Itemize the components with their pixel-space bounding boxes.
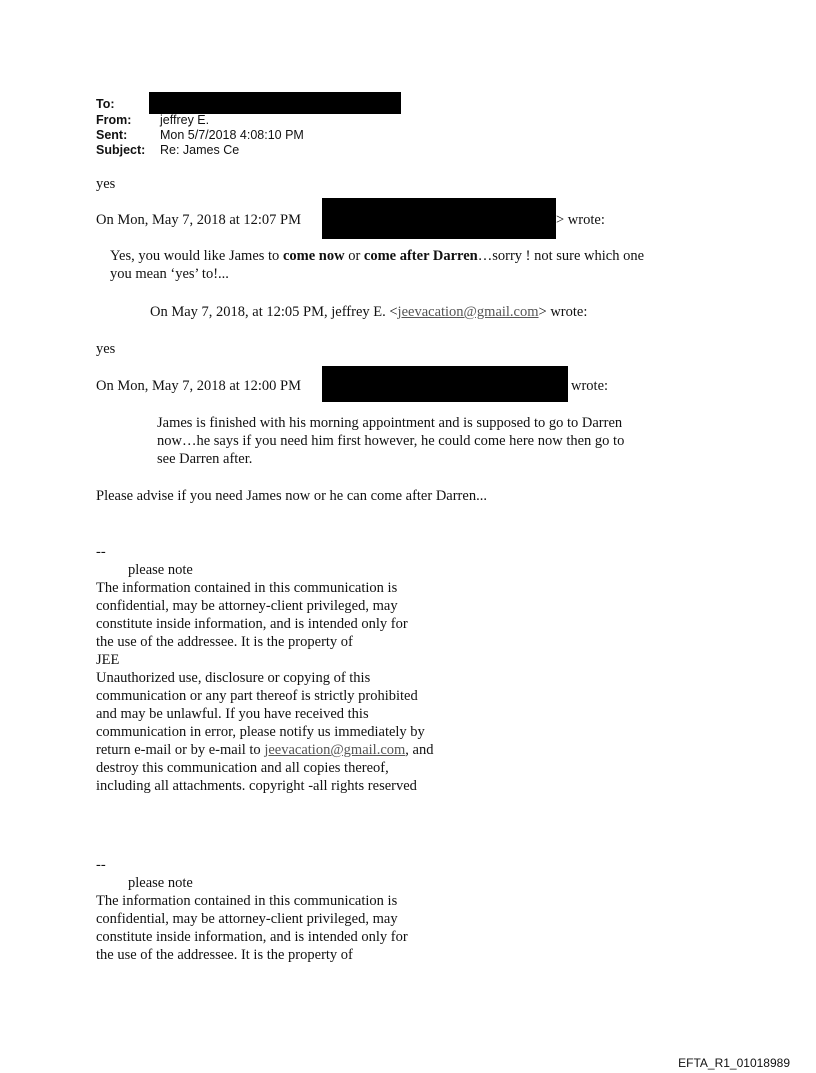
disclaimer-line: the use of the addressee. It is the property of <box>96 947 353 963</box>
disclaimer-line: including all attachments. copyright -all rights reserved <box>96 778 417 794</box>
disclaimer-line: and may be unlawful. If you have received this <box>96 706 369 722</box>
quote-header-suffix: wrote: <box>571 378 609 394</box>
quote-header: On Mon, May 7, 2018 at 12:00 PM <box>96 378 302 394</box>
signature-separator: -- <box>96 857 106 873</box>
subject-value: Re: James Ce <box>160 143 240 157</box>
quote-header: On Mon, May 7, 2018 at 12:07 PM <box>96 212 302 228</box>
message-line: James is finished with his morning appointment and is supposed to go to Darren <box>157 415 623 431</box>
subject-label: Subject: <box>96 143 146 157</box>
disclaimer-line: communication or any part thereof is strictly prohibited <box>96 688 418 704</box>
reply-text: yes <box>96 176 116 192</box>
message-line: see Darren after. <box>157 451 253 467</box>
disclaimer-line: The information contained in this communication is <box>96 580 398 596</box>
signature-separator: -- <box>96 544 106 560</box>
disclaimer-heading: please note <box>128 875 193 891</box>
message-line: Please advise if you need James now or he can come after Darren... <box>96 488 487 504</box>
disclaimer-line: the use of the addressee. It is the property of <box>96 634 353 650</box>
quote-header-suffix: > wrote: <box>556 212 605 228</box>
redaction-box <box>322 366 568 402</box>
disclaimer-line: destroy this communication and all copies thereof, <box>96 760 389 776</box>
email-link[interactable]: jeevacation@gmail.com <box>397 304 539 320</box>
disclaimer-line: confidential, may be attorney-client privileged, may <box>96 598 398 614</box>
sent-label: Sent: <box>96 128 128 142</box>
from-value: jeffrey E. <box>160 113 210 127</box>
message-line: you mean ‘yes’ to!... <box>110 266 229 282</box>
redaction-box <box>149 92 401 114</box>
message-line: now…he says if you need him first however, he could come here now then go to <box>157 433 625 449</box>
disclaimer-line: JEE <box>96 652 120 668</box>
message-line: Yes, you would like James to come now or come after Darren…sorry ! not sure which one <box>110 248 645 264</box>
to-label: To: <box>96 97 115 111</box>
disclaimer-heading: please note <box>128 562 193 578</box>
email-link[interactable]: jeevacation@gmail.com <box>264 742 406 758</box>
from-label: From: <box>96 113 132 127</box>
sent-value: Mon 5/7/2018 4:08:10 PM <box>160 128 304 142</box>
redaction-box <box>322 198 556 239</box>
disclaimer-line: constitute inside information, and is intended only for <box>96 929 408 945</box>
reply-text: yes <box>96 341 116 357</box>
disclaimer-line: communication in error, please notify us immediately by <box>96 724 425 740</box>
quote-header: On May 7, 2018, at 12:05 PM, jeffrey E. <jeevacation@gmail.com> wrote: <box>150 304 588 320</box>
disclaimer-line: constitute inside information, and is intended only for <box>96 616 408 632</box>
bates-number: EFTA_R1_01018989 <box>678 1056 790 1070</box>
disclaimer-line: The information contained in this communication is <box>96 893 398 909</box>
disclaimer-line: Unauthorized use, disclosure or copying of this <box>96 670 371 686</box>
disclaimer-line: return e-mail or by e-mail to jeevacation@gmail.com, and <box>96 742 434 758</box>
disclaimer-line: confidential, may be attorney-client privileged, may <box>96 911 398 927</box>
